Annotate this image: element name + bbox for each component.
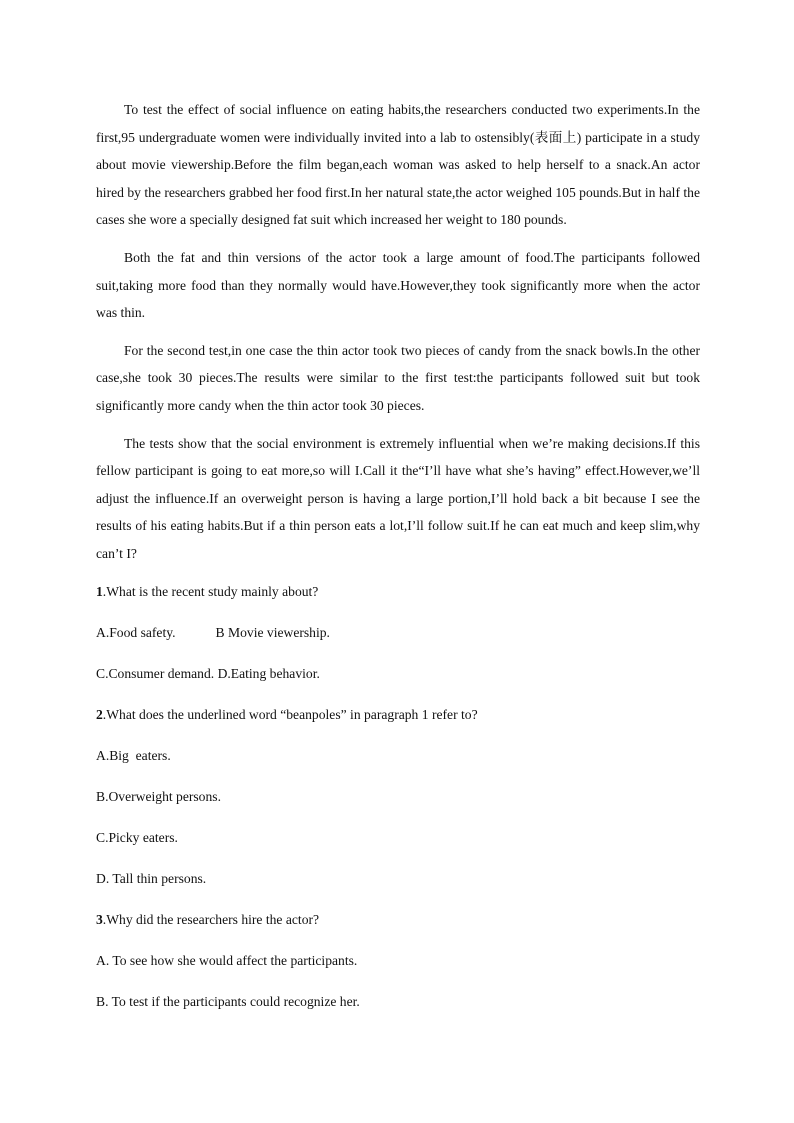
option-d[interactable]: D. Tall thin persons.	[96, 870, 207, 886]
passage-paragraph-2: Both the fat and thin versions of the actor took a large amount of food.The participants followed suit,taking more food than they normally would have.However,they took significantly more when the actor was thin.	[96, 249, 700, 321]
question-1-options-row-2[interactable]: C.Consumer demand. D.Eating behavior.	[96, 665, 320, 681]
question-number: 2	[96, 706, 103, 722]
question-number: 3	[96, 911, 103, 927]
question-text: .What is the recent study mainly about?	[102, 583, 319, 599]
option-b[interactable]: B.Overweight persons.	[96, 788, 221, 804]
passage-paragraph-1: To test the effect of social influence on eating habits,the researchers conducted two experiments.In the first,95 undergraduate women were individually invited into a lab to ostensibly(表面上) participate in a study about movie viewership.Before the film began,each woman was asked to help herself to a snack.An actor hired by the researchers grabbed her food first.In her natural state,the actor weighed 105 pounds.But in half the cases she wore a specially designed fat suit which increased her weight to 180 pounds.	[96, 102, 700, 228]
option-b[interactable]: B. To test if the participants could recognize her.	[96, 993, 360, 1009]
question-3	[96, 910, 700, 951]
passage-paragraph-3: For the second test,in one case the thin actor took two pieces of candy from the snack bowls.In the other case,she took 30 pieces.The results were similar to the first test:the participants followed suit but took significantly more candy when the thin actor took 30 pieces.	[96, 342, 700, 413]
question-number: 1	[96, 583, 103, 599]
question-text: .What does the underlined word “beanpoles” in paragraph 1 refer to?	[102, 706, 478, 722]
question-2	[96, 705, 700, 746]
document-page	[96, 96, 700, 1033]
option-a[interactable]: A. To see how she would affect the participants.	[96, 952, 358, 968]
question-1-options-row-1	[96, 623, 700, 664]
passage-paragraph-4: The tests show that the social environment is extremely influential when we’re making decisions.If this fellow participant is going to eat more,so will I.Call it the“I’ll have what she’s having” effect.However,we’ll adjust the influence.If an overweight person is having a large portion,I’ll hold back a bit because I see the results of his eating habits.But if a thin person eats a lot,I’ll follow suit.If he can eat much and keep slim,why can’t I?	[96, 435, 700, 561]
question-1	[96, 582, 700, 623]
option-b[interactable]: B Movie viewership.	[215, 624, 330, 640]
option-c[interactable]: C.Picky eaters.	[96, 829, 178, 845]
option-a[interactable]: A.Food safety.	[96, 624, 176, 640]
option-a[interactable]: A.Big eaters.	[96, 747, 171, 763]
question-text: .Why did the researchers hire the actor?	[102, 911, 320, 927]
